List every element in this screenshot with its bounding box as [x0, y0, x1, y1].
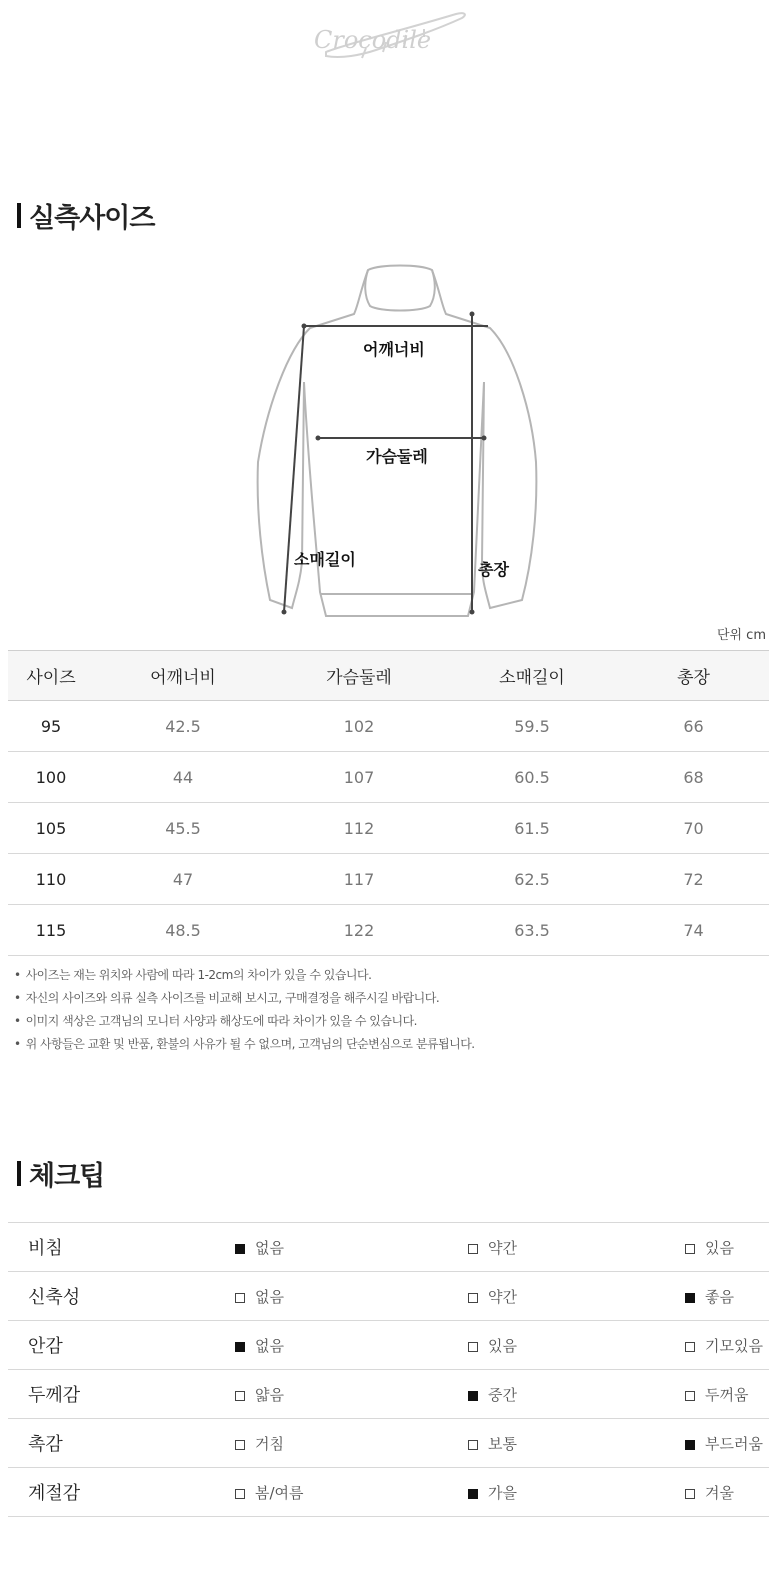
check-tip-option: [685, 1272, 769, 1321]
option-label: 약간: [488, 1238, 517, 1257]
check-tip-option: [460, 1468, 685, 1517]
logo-text: Crocodile: [314, 26, 432, 54]
check-tip-option: [685, 1370, 769, 1419]
header-size: 사이즈: [8, 651, 94, 701]
size-cell: 105: [8, 803, 94, 854]
check-tip-option: [460, 1419, 685, 1468]
check-tip-label: 촉감: [28, 1434, 63, 1455]
check-tip-option: [460, 1370, 685, 1419]
sleeve-cell: 60.5: [446, 752, 618, 803]
option-label: 약간: [488, 1287, 517, 1306]
table-row: [8, 752, 769, 803]
check-tip-option: [460, 1223, 685, 1272]
check-tip-option: [685, 1223, 769, 1272]
note-item: • 이미지 색상은 고객님의 모니터 사양과 해상도에 따라 차이가 있을 수 있습니다.: [14, 1010, 475, 1033]
length-cell: 66: [618, 701, 769, 752]
chest-cell: 107: [272, 752, 446, 803]
sleeve-cell: 59.5: [446, 701, 618, 752]
size-cell: 100: [8, 752, 94, 803]
label-chest: 가슴둘레: [366, 447, 428, 466]
label-length: 총장: [478, 560, 509, 579]
length-cell: 74: [618, 905, 769, 956]
unchecked-box-icon: [468, 1244, 478, 1254]
option-label: 없음: [255, 1238, 284, 1257]
check-tip-table: [8, 1222, 769, 1517]
title-bar: [17, 203, 21, 228]
checked-box-icon: [685, 1293, 695, 1303]
option-label: 있음: [705, 1238, 734, 1257]
shoulder-cell: 45.5: [94, 803, 272, 854]
size-cell: 110: [8, 854, 94, 905]
unchecked-box-icon: [685, 1244, 695, 1254]
check-tip-label: 비침: [28, 1238, 63, 1259]
table-row: [8, 701, 769, 752]
check-tip-option: [460, 1321, 685, 1370]
length-cell: 68: [618, 752, 769, 803]
checked-box-icon: [235, 1244, 245, 1254]
check-tip-title-text: 체크팁: [29, 1161, 105, 1192]
check-tip-label: 안감: [28, 1336, 63, 1357]
check-tip-label: 계절감: [28, 1483, 81, 1504]
check-tip-option: [199, 1223, 460, 1272]
check-tip-option: [685, 1321, 769, 1370]
unit-label: 단위 cm: [716, 628, 766, 643]
chest-cell: 112: [272, 803, 446, 854]
garment-diagram: [250, 262, 540, 622]
option-label: 없음: [255, 1336, 284, 1355]
size-table-header: [8, 651, 769, 701]
unchecked-box-icon: [235, 1440, 245, 1450]
shoulder-cell: 42.5: [94, 701, 272, 752]
option-label: 부드러움: [705, 1434, 763, 1453]
check-tip-row: [8, 1419, 769, 1468]
check-tip-option: [685, 1419, 769, 1468]
check-tip-title: [17, 1154, 104, 1193]
note-item: • 사이즈는 재는 위치와 사람에 따라 1-2cm의 차이가 있을 수 있습니다.: [14, 964, 475, 987]
option-label: 겨울: [705, 1483, 734, 1502]
label-shoulder: 어깨너비: [363, 340, 425, 359]
unchecked-box-icon: [685, 1489, 695, 1499]
checked-box-icon: [468, 1489, 478, 1499]
table-row: [8, 803, 769, 854]
sleeve-cell: 62.5: [446, 854, 618, 905]
check-tip-option: [199, 1370, 460, 1419]
option-label: 없음: [255, 1287, 284, 1306]
size-cell: 95: [8, 701, 94, 752]
unchecked-box-icon: [685, 1391, 695, 1401]
unchecked-box-icon: [235, 1293, 245, 1303]
option-label: 기모있음: [705, 1336, 763, 1355]
shoulder-cell: 48.5: [94, 905, 272, 956]
label-sleeve: 소매길이: [294, 550, 356, 569]
check-tip-row: [8, 1370, 769, 1419]
check-tip-row: [8, 1223, 769, 1272]
chest-cell: 117: [272, 854, 446, 905]
check-tip-row: [8, 1468, 769, 1517]
checked-box-icon: [235, 1342, 245, 1352]
checked-box-icon: [468, 1391, 478, 1401]
sleeve-cell: 61.5: [446, 803, 618, 854]
brand-logo: [306, 4, 472, 68]
sleeve-cell: 63.5: [446, 905, 618, 956]
option-label: 있음: [488, 1336, 517, 1355]
unchecked-box-icon: [468, 1342, 478, 1352]
check-tip-option: [199, 1419, 460, 1468]
table-row: [8, 905, 769, 956]
size-table: [8, 650, 769, 956]
check-tip-row: [8, 1321, 769, 1370]
check-tip-option: [460, 1272, 685, 1321]
check-tip-option: [199, 1321, 460, 1370]
header-length: 총장: [618, 651, 769, 701]
length-cell: 72: [618, 854, 769, 905]
header-chest: 가슴둘레: [272, 651, 446, 701]
check-tip-option: [199, 1468, 460, 1517]
unchecked-box-icon: [235, 1489, 245, 1499]
note-item: • 위 사항들은 교환 및 반품, 환불의 사유가 될 수 없으며, 고객님의 단순변심으로 분류됩니다.: [14, 1033, 475, 1056]
shoulder-cell: 44: [94, 752, 272, 803]
size-notes: [14, 964, 475, 1056]
unchecked-box-icon: [685, 1342, 695, 1352]
unchecked-box-icon: [468, 1440, 478, 1450]
option-label: 가을: [488, 1483, 517, 1502]
note-item: • 자신의 사이즈와 의류 실측 사이즈를 비교해 보시고, 구매결정을 해주시길 바랍니다.: [14, 987, 475, 1010]
chest-cell: 122: [272, 905, 446, 956]
size-section-title-text: 실측사이즈: [29, 203, 155, 234]
checked-box-icon: [685, 1440, 695, 1450]
unchecked-box-icon: [468, 1293, 478, 1303]
option-label: 좋음: [705, 1287, 734, 1306]
check-tip-label: 신축성: [28, 1287, 81, 1308]
length-cell: 70: [618, 803, 769, 854]
title-bar: [17, 1161, 21, 1186]
unchecked-box-icon: [235, 1391, 245, 1401]
option-label: 두꺼움: [705, 1385, 749, 1404]
shoulder-cell: 47: [94, 854, 272, 905]
option-label: 보통: [488, 1434, 517, 1453]
option-label: 거침: [255, 1434, 284, 1453]
check-tip-row: [8, 1272, 769, 1321]
check-tip-label: 두께감: [28, 1385, 81, 1406]
table-row: [8, 854, 769, 905]
option-label: 얇음: [255, 1385, 284, 1404]
check-tip-option: [199, 1272, 460, 1321]
option-label: 봄/여름: [255, 1483, 304, 1502]
chest-cell: 102: [272, 701, 446, 752]
option-label: 중간: [488, 1385, 517, 1404]
header-sleeve: 소매길이: [446, 651, 618, 701]
header-shoulder: 어깨너비: [94, 651, 272, 701]
check-tip-option: [685, 1468, 769, 1517]
size-section-title: [17, 196, 154, 235]
size-cell: 115: [8, 905, 94, 956]
